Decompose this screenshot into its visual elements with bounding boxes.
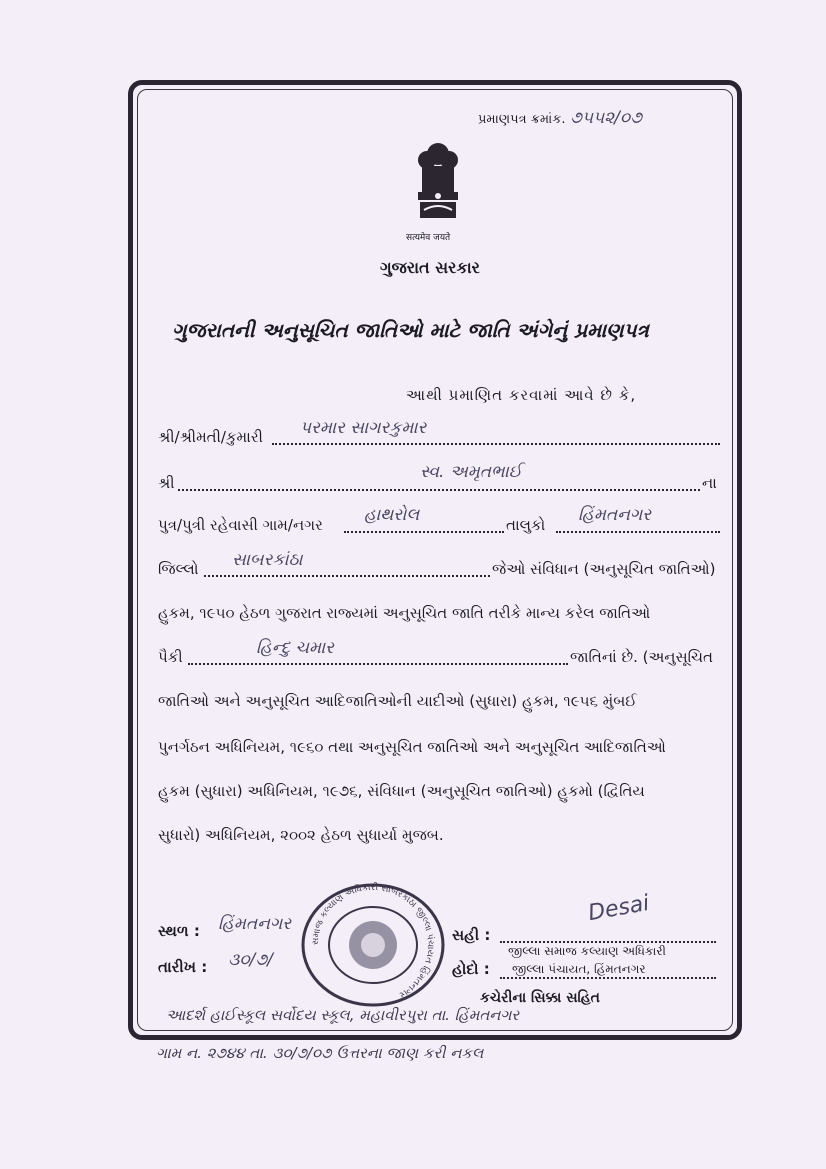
certificate-title: ગુજરાતની અનુસૂચિત જાતિઓ માટે જાતિ અંગેનું પ્રમાણપત્ર: [172, 318, 649, 342]
district-label: જિલ્લો: [158, 560, 199, 578]
signature-mark: Desai: [586, 890, 652, 927]
father-label: શ્રી: [158, 474, 175, 492]
seal-note: કચેરીના સિક્કા સહિત: [480, 990, 600, 1006]
caste-dotted-line: [188, 662, 568, 665]
district-value: સાબરકાંઠા: [232, 550, 303, 570]
signature-officer-title: જીલ્લા સમાજ કલ્યાણ અધિકારી: [508, 944, 666, 958]
body-line-6: હુકમ (સુધારા) અધિનિયમ, ૧૯૭૬, સંવિધાન (અનુસૂચિત જાતિઓ) હુકમો (દ્વિતિય: [158, 782, 645, 800]
certificate-number-label: પ્રમાણપત્ર ક્રમાંક.: [478, 112, 566, 127]
body-line-7: સુધારો) અધિનિયમ, ૨૦૦૨ હેઠળ સુધાર્યા મુજબ.: [158, 826, 444, 844]
taluka-dotted-line: [556, 530, 720, 533]
date-label: તારીખ :: [158, 958, 208, 976]
district-suffix: જેઓ સંવિધાન (અનુસૂચિત જાતિઓ): [492, 560, 716, 578]
father-value: સ્વ. અમૃતભાઈ: [420, 462, 522, 482]
body-line-2: હુકમ, ૧૯૫૦ હેઠળ ગુજરાત રાજ્યમાં અનુસૂચિત જાતિ તરીકે માન્ય કરેલ જાતિઓ: [158, 604, 651, 622]
national-emblem-icon: [410, 140, 466, 222]
village-label: પુત્ર/પુત્રી રહેવાસી ગામ/નગર: [158, 516, 323, 534]
village-dotted-line: [344, 530, 504, 533]
taluka-value: હિંમતનગર: [578, 505, 652, 525]
caste-label: પૈકી: [158, 648, 183, 666]
certificate-number-value: ૭૫૫૨/૦૭: [570, 108, 642, 128]
signature-label: સહી :: [452, 926, 491, 944]
seal-ring-text: સમાજ કલ્યાણ અધિકારી સાબરકાંઠા જીલ્લા પંચાયત હિંમતનગર: [310, 882, 436, 1000]
village-value: હાથરોલ: [364, 505, 420, 525]
caste-value: હિન્દુ ચમાર: [256, 638, 334, 658]
handwritten-note-1: આદર્શ હાઈસ્કૂલ સર્વોદય સ્કૂલ, મહાવીરપુરા તા. હિંમતનગર: [166, 1006, 520, 1024]
district-dotted-line: [204, 574, 490, 577]
designation-label: હોદો :: [452, 960, 490, 978]
taluka-label: તાલુકો: [506, 516, 546, 534]
father-dotted-line: [178, 488, 700, 491]
office-seal-icon: [298, 880, 448, 1010]
issuer-name: ગુજરાત સરકાર: [380, 258, 480, 277]
name-value: પરમાર સાગરકુમાર: [300, 418, 427, 438]
handwritten-note-2: ગામ ન. ૨૭૪૪ તા. ૩૦/૭/૦૭ ઉત્તરના જાણ કરી નકલ: [156, 1044, 484, 1062]
place-label: સ્થળ :: [158, 922, 200, 940]
father-suffix: ના: [702, 474, 717, 492]
date-value: ૩૦/૭/: [228, 950, 273, 970]
name-dotted-line: [272, 442, 720, 445]
intro-text: આથી પ્રમાણિત કરવામાં આવે છે કે,: [406, 386, 637, 404]
name-label: શ્રી/શ્રીમતી/કુમારી: [158, 428, 263, 446]
place-value: હિંમતનગર: [218, 914, 292, 934]
body-line-4: જાતિઓ અને અનુસૂચિત આદિજાતિઓની યાદીઓ (સુધારા) હુકમ, ૧૯૫૬ મુંબઈ: [158, 692, 637, 710]
caste-suffix: જાતિનાં છે. (અનુસૂચિત: [570, 648, 713, 666]
signature-dotted-line: [500, 940, 716, 943]
emblem-motto: सत्यमेव जयते: [406, 233, 451, 243]
body-line-5: પુનર્ગઠન અધિનિયમ, ૧૯૬૦ તથા અનુસૂચિત જાતિઓ અને અનુસૂચિત આદિજાતિઓ: [158, 738, 666, 756]
designation-value: જીલ્લા પંચાયત, હિંમતનગર: [512, 962, 646, 976]
